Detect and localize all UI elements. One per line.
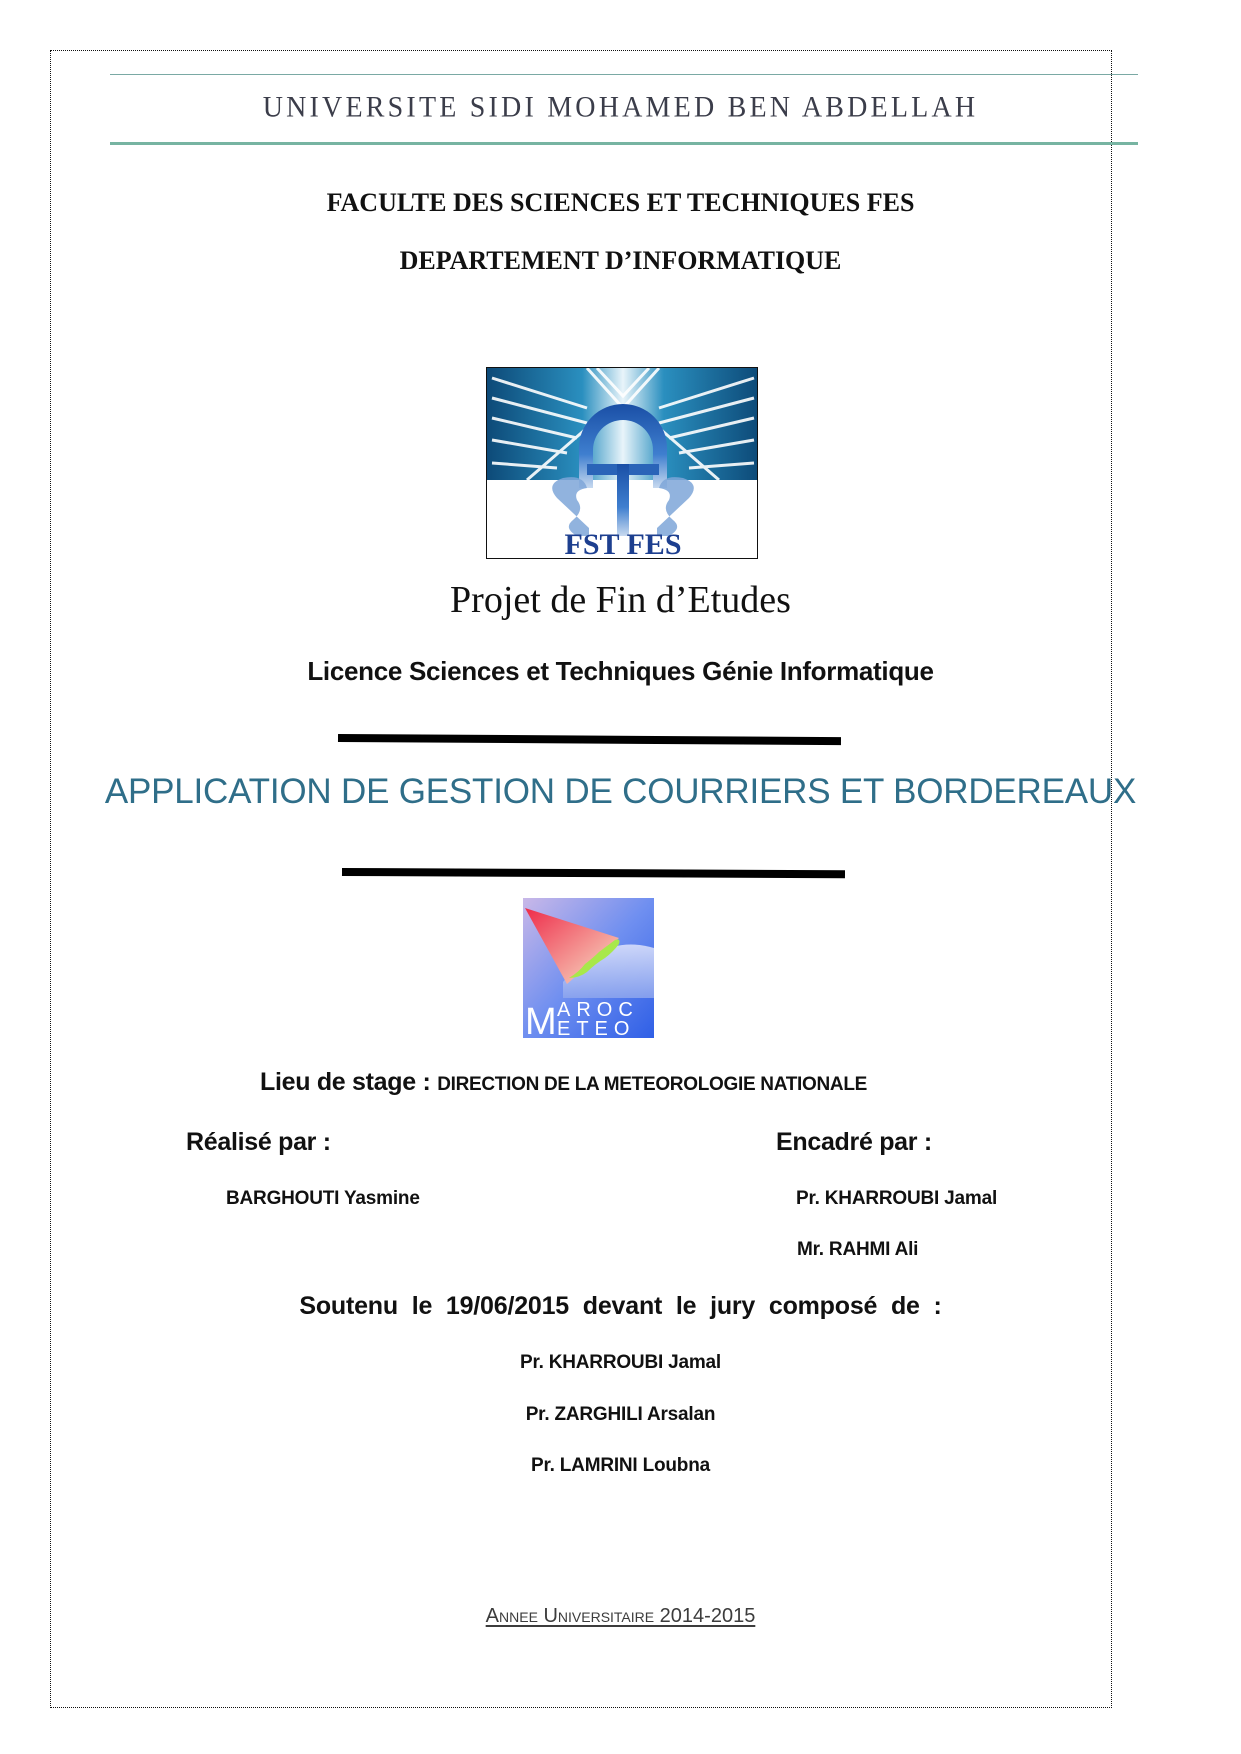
project-title: APPLICATION DE GESTION DE COURRIERS ET BORDEREAUX (104, 772, 1137, 811)
header-rule-top (110, 74, 1138, 75)
supervisor-name: Mr. RAHMI Ali (797, 1239, 919, 1260)
meteo-logo-line2: ETEO (557, 1018, 636, 1038)
university-name: UNIVERSITE SIDI MOHAMED BEN ABDELLAH (262, 91, 979, 124)
degree-title: Licence Sciences et Techniques Génie Informatique (307, 656, 934, 686)
supervisor-name: Pr. KHARROUBI Jamal (796, 1188, 998, 1209)
meteo-logo-m: M (525, 1001, 557, 1038)
jury-member: Pr. ZARGHILI Arsalan (525, 1404, 716, 1425)
fst-fes-logo-text: FST FES (564, 528, 682, 559)
internship-location (260, 1068, 867, 1097)
maroc-meteo-logo-icon (523, 898, 654, 1038)
department-name: DEPARTEMENT D’INFORMATIQUE (399, 246, 842, 275)
fst-fes-logo-icon (486, 367, 758, 559)
authors-label: Réalisé par : (186, 1128, 331, 1156)
academic-year (0, 1605, 1241, 1628)
faculty-name: FACULTE DES SCIENCES ET TECHNIQUES FES (326, 188, 915, 217)
jury-member: Pr. LAMRINI Loubna (530, 1455, 710, 1476)
internship-place: DIRECTION DE LA METEOROLOGIE NATIONALE (437, 1074, 868, 1095)
header-rule-bottom (110, 142, 1138, 145)
meteo-logo-line1: AROC (557, 999, 639, 1021)
academic-year-text: Annee Universitaire 2014-2015 (485, 1605, 756, 1627)
jury-member: Pr. KHARROUBI Jamal (519, 1352, 722, 1373)
document-type: Projet de Fin d’Etudes (450, 579, 791, 621)
supervisors-label: Encadré par : (776, 1128, 932, 1156)
author-name: BARGHOUTI Yasmine (226, 1188, 420, 1209)
internship-label: Lieu de stage : (260, 1068, 438, 1096)
defense-statement: Soutenu le 19/06/2015 devant le jury composé de : (299, 1292, 942, 1320)
